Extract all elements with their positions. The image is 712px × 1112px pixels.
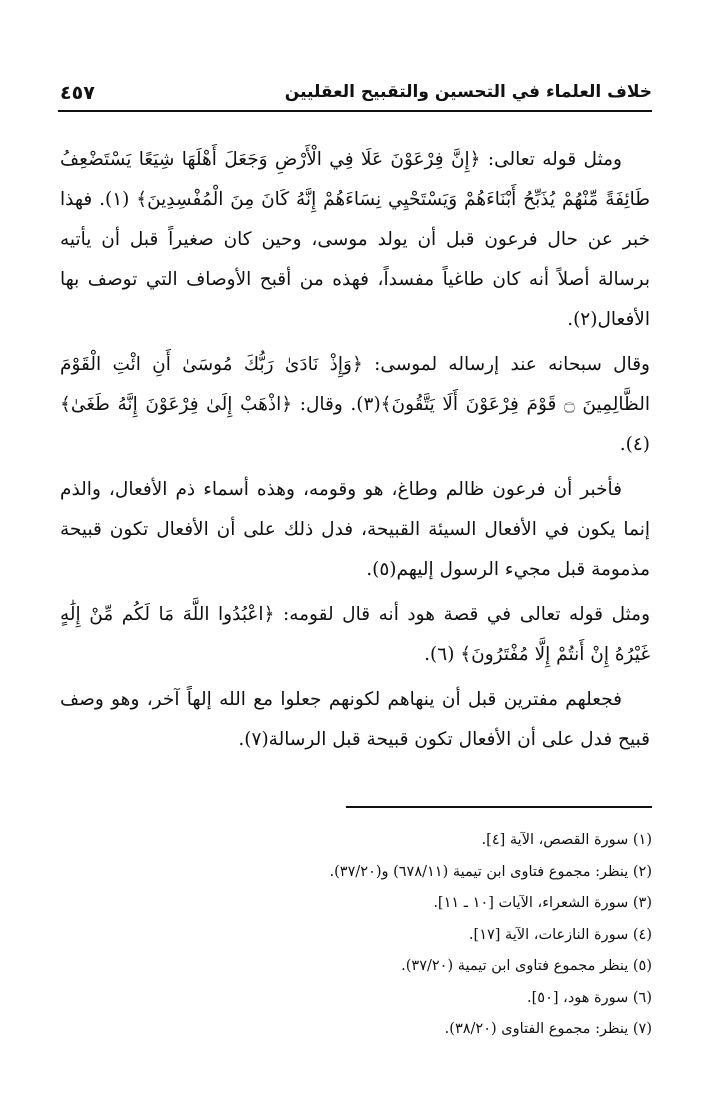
- footnote-1: (١) سورة القصص، الآية [٤].: [481, 832, 652, 848]
- paragraph-5: فجعلهم مفترين قبل أن ينهاهم لكونهم جعلوا مع الله إلهاً آخر، وهو وصف قبيح فدل على أن الأفعال تكون قبيحة قبل الرسالة(٧).: [60, 689, 650, 750]
- page-number: ٤٥٧: [60, 82, 95, 104]
- paragraph-3: فأخبر أن فرعون ظالم وطاغ، هو وقومه، وهذه أسماء ذم الأفعال، والذم إنما يكون في الأفعال السيئة القبيحة، فدل ذلك على أن الأفعال تكون قبيحة مذمومة قبل مجيء الرسول إليهم(٥).: [60, 479, 650, 580]
- footnote-3: (٣) سورة الشعراء، الآيات [١٠ ـ ١١].: [433, 895, 652, 911]
- paragraph-4: ومثل قوله تعالى في قصة هود أنه قال لقومه: ﴿اعْبُدُوا اللَّهَ مَا لَكُم مِّنْ إِلَٰهٍ غَيْرُهُ إِنْ أَنتُمْ إِلَّا مُفْتَرُونَ﴾ (٦).: [60, 604, 650, 665]
- main-text: [60, 140, 650, 765]
- running-header: [60, 82, 652, 108]
- paragraph-1: ومثل قوله تعالى: ﴿إِنَّ فِرْعَوْنَ عَلَا فِي الْأَرْضِ وَجَعَلَ أَهْلَهَا شِيَعًا يَسْتَضْعِفُ طَائِفَةً مِّنْهُمْ يُذَبِّحُ أَبْنَاءَهُمْ وَيَسْتَحْيِي نِسَاءَهُمْ إِنَّهُ كَانَ مِنَ الْمُفْسِدِينَ﴾ (١). فهذا خبر عن حال فرعون قبل أن يولد موسى، وحين كان صغيراً قبل أن يأتيه برسالة أصلاً أنه كان طاغياً مفسداً، فهذه من أقبح الأوصاف التي توصف بها الأفعال(٢).: [60, 149, 650, 330]
- paragraph-2: وقال سبحانه عند إرساله لموسى: ﴿وَإِذْ نَادَىٰ رَبُّكَ مُوسَىٰ أَنِ ائْتِ الْقَوْمَ الظَّالِمِينَ ۝ قَوْمَ فِرْعَوْنَ أَلَا يَتَّقُونَ﴾(٣). وقال: ﴿اذْهَبْ إِلَىٰ فِرْعَوْنَ إِنَّهُ طَغَىٰ﴾(٤).: [60, 354, 651, 455]
- header-title: خلاف العلماء في التحسين والتقبيح العقليين: [284, 82, 652, 102]
- header-rule: [58, 110, 652, 112]
- footnote-7: (٧) ينظر: مجموع الفتاوى (٣٨/٢٠).: [444, 1021, 652, 1037]
- footnote-6: (٦) سورة هود، [٥٠].: [527, 989, 652, 1006]
- footnotes: [60, 825, 652, 1046]
- footnote-4: (٤) سورة النازعات، الآية [١٧].: [468, 926, 652, 943]
- footnote-rule: [346, 806, 652, 808]
- footnote-5: (٥) ينظر مجموع فتاوى ابن تيمية (٣٧/٢٠).: [401, 958, 652, 974]
- footnote-2: (٢) ينظر: مجموع فتاوى ابن تيمية (٦٧٨/١١) و(٣٧/٢٠).: [329, 863, 652, 880]
